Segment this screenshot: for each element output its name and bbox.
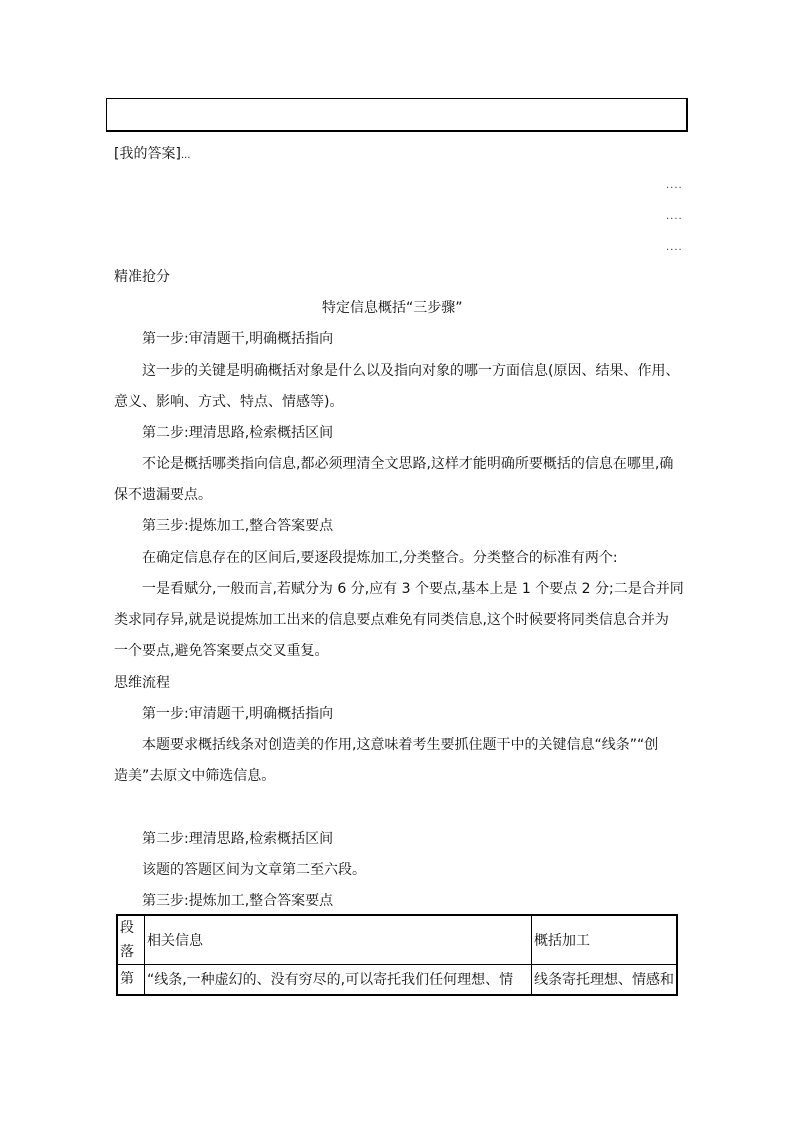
step1-heading: 第一步:审清题干,明确概括指向 [142,331,334,347]
flow-step1-heading: 第一步:审清题干,明确概括指向 [142,706,334,722]
section-heading-scoring: 精准抢分 [114,269,170,285]
answer-box[interactable] [106,98,688,132]
row-summary-cell: 线条寄托理想、情感和 [531,965,677,995]
flow-step3-heading: 第三步:提炼加工,整合答案要点 [142,893,334,909]
paragraph-line: 造美”去原文中筛选信息。 [114,768,276,784]
paragraph-line: 在确定信息存在的区间后,要逐段提炼加工,分类整合。分类整合的标准有两个: [142,550,618,566]
section-title: 特定信息概括“三步骤” [322,300,463,316]
row-paragraph-cell: 第 [117,965,144,995]
paragraph-line: 类求同存异,就是说提炼加工出来的信息要点难免有同类信息,这个时候要将同类信息合并为 [114,612,669,628]
paragraph-line: 这一步的关键是明确概括对象是什么以及指向对象的哪一方面信息(原因、结果、作用、 [142,363,680,379]
info-table [116,914,678,996]
section-heading-thinking: 思维流程 [114,675,170,691]
paragraph-line: 意义、影响、方式、特点、情感等)。 [114,394,344,410]
header-paragraph-cell: 段 落 [117,915,144,965]
answer-dots-2: .... [666,211,683,222]
flow-step2-heading: 第二步:理清思路,检索概括区间 [142,831,334,847]
header-summary-cell: 概括加工 [531,915,677,965]
paragraph-line: 一是看赋分,一般而言,若赋分为 6 分,应有 3 个要点,基本上是 1 个要点 2 分;二是合并同 [142,581,684,597]
table-header-row [117,915,677,965]
paragraph-line: 不论是概括哪类指向信息,都必须理清全文思路,这样才能明确所要概括的信息在哪里,确 [142,456,674,472]
header-info-cell: 相关信息 [144,915,531,965]
paragraph-line: 本题要求概括线条对创造美的作用,这意味着考生要抓住题干中的关键信息“线条”“创 [142,737,659,753]
answer-dots-3: .... [666,242,683,253]
step2-heading: 第二步:理清思路,检索概括区间 [142,425,334,441]
answer-trail: ... [180,150,191,161]
paragraph-line: 保不遗漏要点。 [114,487,212,503]
paragraph-line: 该题的答题区间为文章第二至六段。 [142,862,366,878]
answer-dots-1: .... [666,180,683,191]
answer-label-line [114,144,190,166]
row-info-cell: “线条,一种虚幻的、没有穷尽的,可以寄托我们任何理想、情 [144,965,531,995]
step3-heading: 第三步:提炼加工,整合答案要点 [142,518,334,534]
paragraph-line: 一个要点,避免答案要点交叉重复。 [114,643,329,659]
answer-label: [我的答案] [114,146,181,162]
table-row [117,965,677,995]
